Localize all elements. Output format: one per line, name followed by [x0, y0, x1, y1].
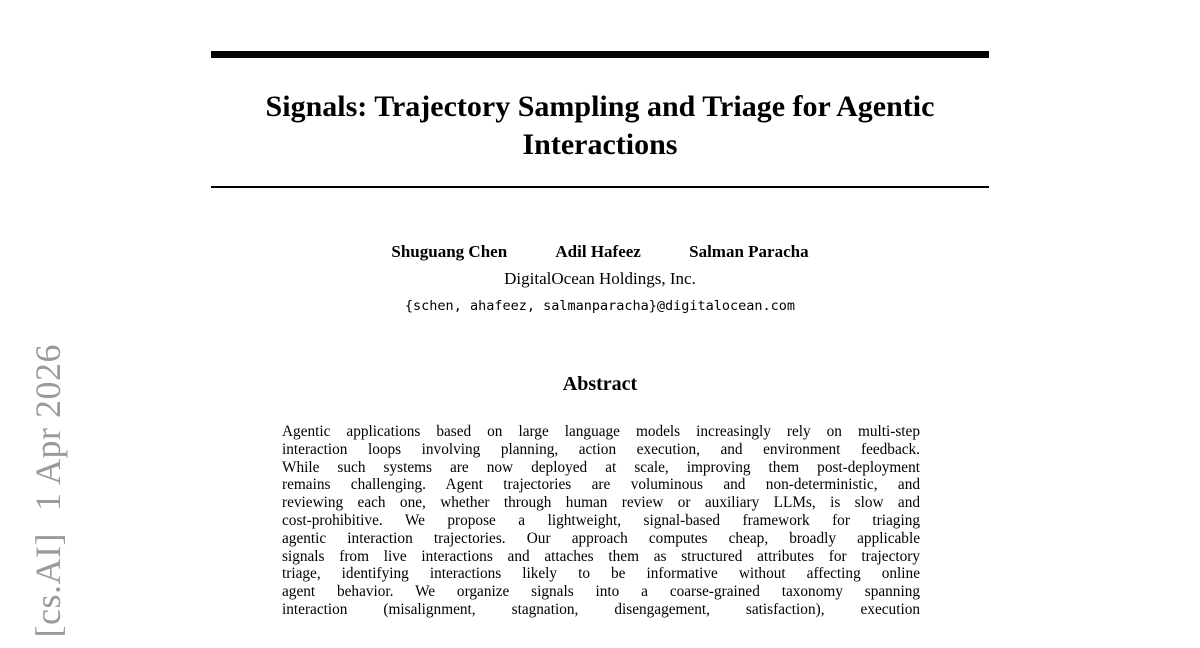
title-bottom-rule	[211, 186, 989, 188]
author-name: Salman Paracha	[689, 242, 809, 261]
abstract-line: reviewing each one, whether through human review or auxiliary LLMs, is slow and	[282, 494, 920, 512]
paper-title-line-1: Signals: Trajectory Sampling and Triage for Agentic	[265, 90, 935, 123]
author-emails: {schen, ahafeez, salmanparacha}@digitalocean.com	[404, 298, 796, 314]
author-name: Shuguang Chen	[391, 242, 508, 261]
paper-title-line-2: Interactions	[522, 128, 678, 161]
abstract-heading: Abstract	[562, 373, 638, 395]
abstract-line: remains challenging. Agent trajectories are voluminous and non-deterministic, and	[282, 476, 920, 494]
abstract-line: agent behavior. We organize signals into a coarse-grained taxonomy spanning	[282, 583, 920, 601]
abstract-line: interaction loops involving planning, action execution, and environment feedback.	[282, 440, 920, 458]
affiliation: DigitalOcean Holdings, Inc.	[504, 269, 696, 288]
arxiv-category: [cs.AI]	[28, 533, 68, 638]
abstract-line: interaction (misalignment, stagnation, disengagement, satisfaction), execution	[282, 600, 920, 618]
abstract-line: triage, identifying interactions likely to be informative without affecting online	[282, 565, 920, 583]
title-top-rule	[211, 51, 989, 58]
paper-title	[211, 88, 989, 164]
abstract-line: Agentic applications based on large language models increasingly rely on multi-step	[282, 423, 920, 440]
arxiv-side-stamp	[28, 344, 68, 637]
abstract-body	[282, 423, 920, 619]
abstract-line: cost-prohibitive. We propose a lightweight, signal-based framework for triaging	[282, 511, 920, 529]
arxiv-date: 1 Apr 2026	[28, 344, 68, 511]
abstract-line: While such systems are now deployed at scale, improving them post-deployment	[282, 458, 920, 476]
abstract-line: signals from live interactions and attaches them as structured attributes for trajectory	[282, 547, 920, 565]
author-list	[211, 242, 989, 262]
author-name: Adil Hafeez	[555, 242, 641, 261]
abstract-line: agentic interaction trajectories. Our approach computes cheap, broadly applicable	[282, 529, 920, 547]
